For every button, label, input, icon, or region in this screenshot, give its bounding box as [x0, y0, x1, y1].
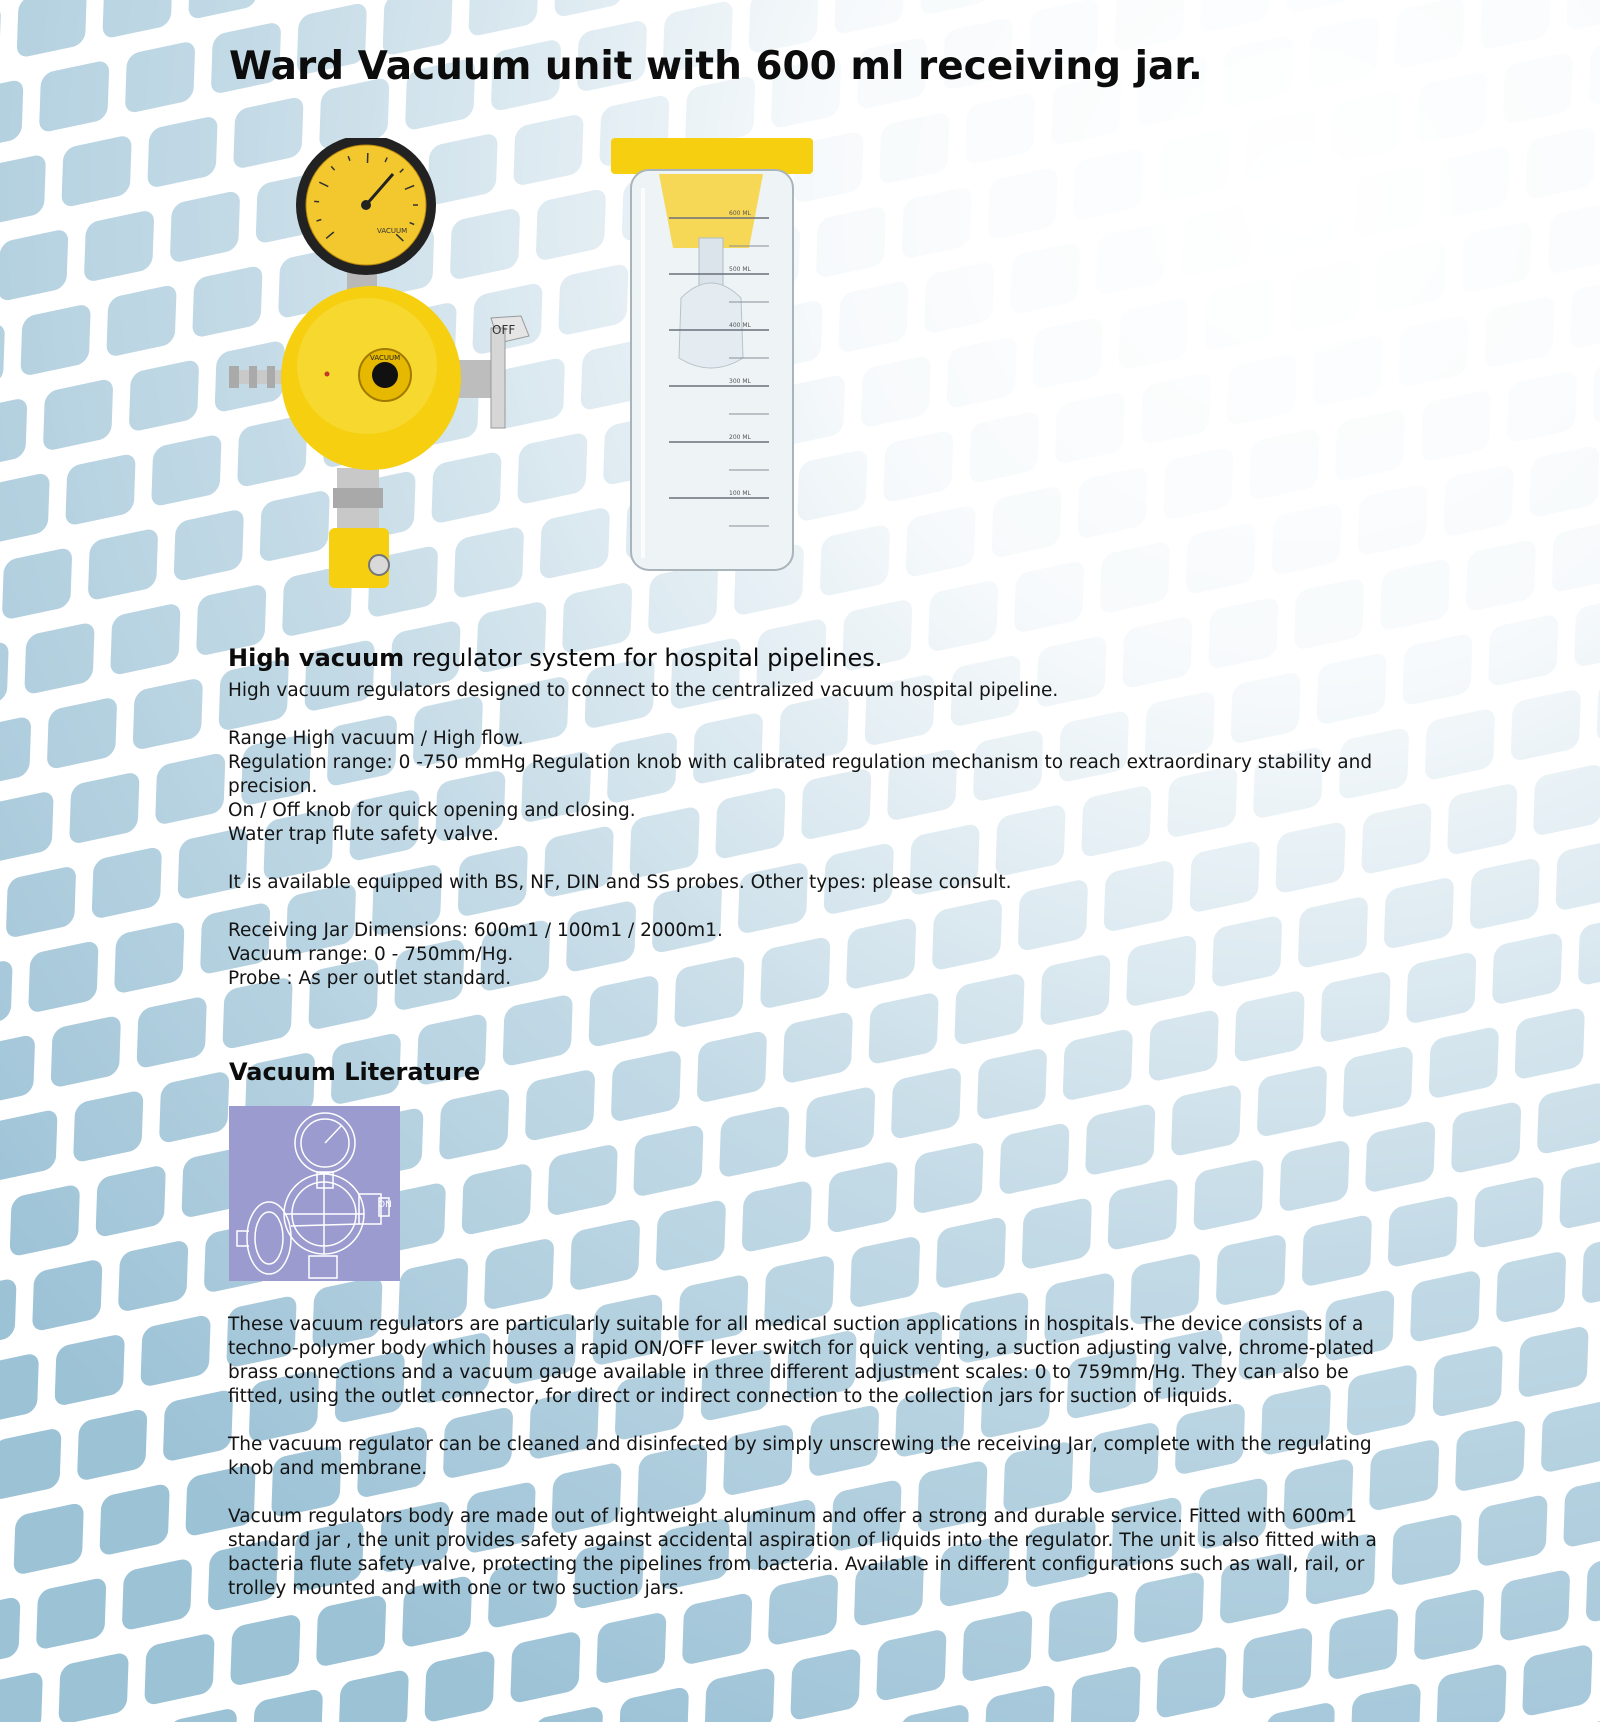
spec-list [228, 919, 1378, 991]
spec-line: Receiving Jar Dimensions: 600m1 / 100m1 / 2000m1. [228, 920, 723, 941]
vacuum-regulator-image [229, 138, 529, 588]
availability-paragraph: It is available equipped with BS, NF, DIN and SS probes. Other types: please consult. [228, 872, 1012, 893]
description-paragraph: These vacuum regulators are particularly suitable for all medical suction applications in hospitals. The device consists of a techno-polymer body which houses a rapid ON/OFF lever switch for quick venting, a suction adjusting valve, chrome-plated brass connections and a vacuum gauge available in three different adjustment scales: 0 to 759mm/Hg. They can also be fitted, using the outlet connector, for direct or indirect connection to the collection jars for suction of liquids. [228, 1314, 1375, 1407]
gauge-label: VACUUM [377, 227, 408, 235]
feature-list [228, 727, 1378, 847]
feature-line: Regulation range: 0 -750 mmHg Regulation knob with calibrated regulation mechanism to reach extraordinary stability and precision. [228, 752, 1373, 797]
jar-graduation-label: 500 ML [729, 266, 751, 273]
section-heading-bold: High vacuum [228, 644, 405, 672]
lever-off-label: OFF [492, 323, 516, 337]
literature-heading: Vacuum Literature [229, 1058, 481, 1086]
feature-line: On / Off knob for quick opening and closing. [228, 800, 636, 821]
spec-line: Probe : As per outlet standard. [228, 968, 512, 989]
feature-line: Water trap flute safety valve. [228, 824, 499, 845]
jar-graduation-label: 300 ML [729, 378, 751, 385]
knob-label: VACUUM [370, 354, 401, 362]
sketch-on-label: ON [378, 1200, 392, 1210]
page-title: Ward Vacuum unit with 600 ml receiving jar. [229, 44, 1203, 89]
literature-thumbnail[interactable] [229, 1106, 400, 1281]
intro-paragraph: High vacuum regulators designed to connect to the centralized vacuum hospital pipeline. [228, 680, 1059, 701]
section-heading [228, 640, 882, 676]
description-paragraph: The vacuum regulator can be cleaned and disinfected by simply unscrewing the receiving Jar, complete with the regulating knob and membrane. [228, 1434, 1372, 1479]
jar-graduation-label: 100 ML [729, 490, 751, 497]
jar-graduation-label: 400 ML [729, 322, 751, 329]
section-heading-rest: regulator system for hospital pipelines. [404, 644, 883, 672]
jar-graduation-label: 200 ML [729, 434, 751, 441]
description-text-block [228, 1313, 1378, 1601]
spec-text-block [228, 679, 1378, 991]
receiving-jar-image [611, 138, 813, 570]
product-photo [229, 138, 819, 588]
jar-graduation-label: 600 ML [729, 210, 751, 217]
description-paragraph: Vacuum regulators body are made out of lightweight aluminum and offer a strong and durable service. Fitted with 600m1 standard jar , the unit provides safety against accidental aspiration of liquids into the regulator. The unit is also fitted with a bacteria flute safety valve, protecting the pipelines from bacteria. Available in different configurations such as wall, rail, or trolley mounted and with one or two suction jars. [228, 1506, 1377, 1599]
spec-line: Vacuum range: 0 - 750mm/Hg. [228, 944, 514, 965]
feature-line: Range High vacuum / High flow. [228, 728, 524, 749]
